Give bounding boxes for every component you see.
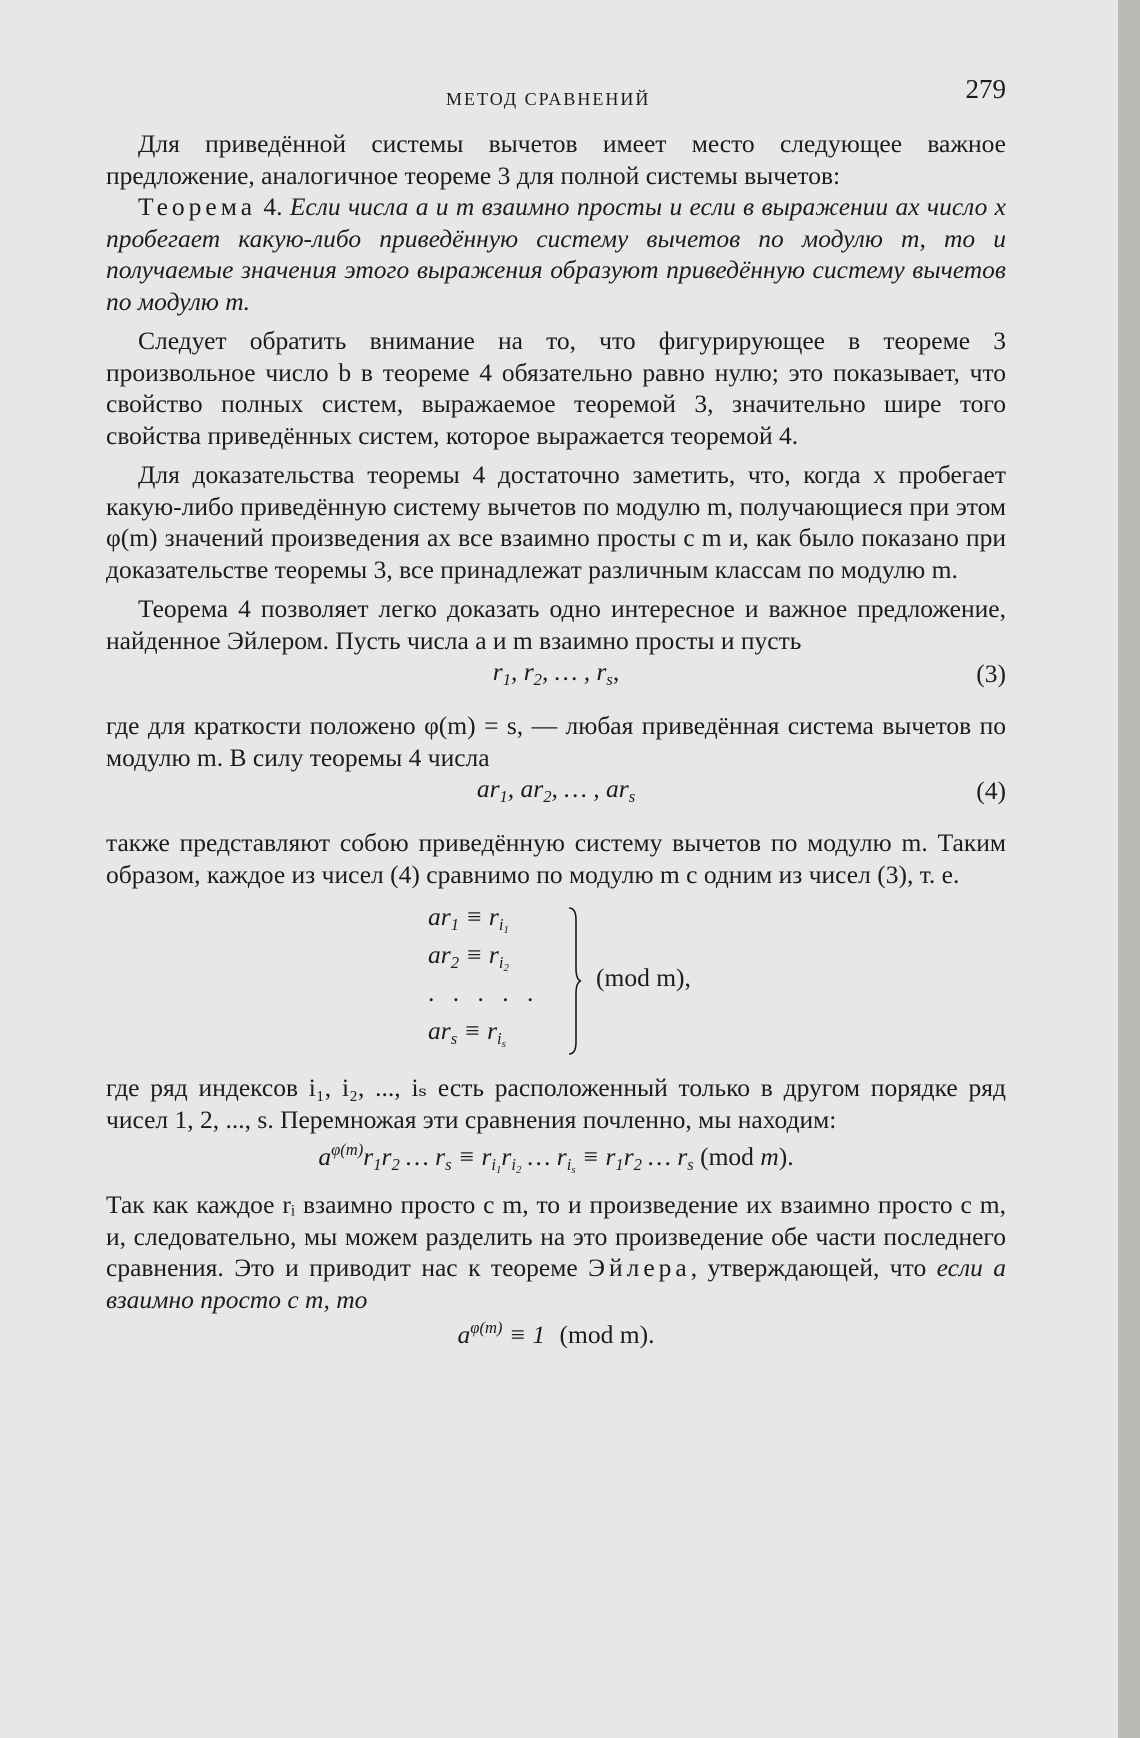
formula-4 <box>106 773 1006 817</box>
theorem-statement: Если числа a и m взаимно просты и если в выражении ax число x пробегает какую-либо приведённую систему вычетов по модулю m, то и получаемые значения этого выражения образуют приведённую систему вычетов по модулю m. <box>106 192 1006 316</box>
euler-statement: если a взаимно просто с m, то <box>106 1253 1007 1314</box>
formula-4-tag: (4) <box>976 776 1006 805</box>
product-congruence <box>106 1141 1006 1189</box>
conclusion-tail: , утверждающей, что <box>690 1253 927 1282</box>
congruence-row: . . . . . <box>428 978 540 1007</box>
running-title: МЕТОД СРАВНЕНИЙ <box>446 89 651 109</box>
formula-4-body: $ar_1$, $ar_2$, … , $ar_s$ <box>476 774 636 806</box>
formula-3 <box>106 656 1006 700</box>
euler-theorem-modulus: (mod m). <box>559 1320 655 1349</box>
euler-theorem-formula <box>106 1319 1006 1363</box>
paragraph-euler-intro: Теорема 4 позволяет легко доказать одно интересное и важное предложение, найденное Эйлером. Пусть числа a и m взаимно просты и пусть <box>106 594 1006 655</box>
euler-theorem-body: $a^{\varphi(m)} \equiv 1$ <box>457 1318 546 1349</box>
page-number: 279 <box>965 74 1006 104</box>
product-congruence-body: $a^{\varphi(m)}r_1r_2$ … $r_s \equiv r_{i_1}r_{i_2}$ … $r_{i_s} \equiv r_1r_2$ … $r_s$ (mod m). <box>318 1140 794 1177</box>
system-modulus: (mod m), <box>596 963 691 992</box>
paragraph-intro: Для приведённой системы вычетов имеет место следующее важное предложение, аналогичное теореме 3 для полной системы вычетов: <box>106 129 1006 190</box>
formula-3-tag: (3) <box>976 659 1006 688</box>
paragraph-indices: где ряд индексов i₁, i₂, ..., iₛ есть расположенный только в другом порядке ряд чисел 1, 2, ..., s. Перемножая эти сравнения почленно, мы находим: <box>106 1073 1006 1134</box>
page-edge <box>1118 0 1140 1738</box>
page-header <box>106 70 1006 120</box>
paragraph-congruent: также представляют собою приведённую систему вычетов по модулю m. Таким образом, каждое из чисел (4) сравнимо по модулю m с одним из чисел (3), т. е. <box>106 828 1006 889</box>
congruence-rows <box>428 898 548 1050</box>
theorem-label: Теорема <box>138 192 257 221</box>
congruence-row: $ar_1 \equiv r_{i_1}$ <box>428 902 509 937</box>
paragraph-proof: Для доказательства теоремы 4 достаточно заметить, что, когда x пробегает какую-либо приведённую систему вычетов по модулю m, получающиеся при этом φ(m) значений произведения ax все взаимно просты с m и, как было показано при доказательстве теоремы 3, все принадлежат различным классам по модулю m. <box>106 460 1006 584</box>
paragraph-remark: Следует обратить внимание на то, что фигурирующее в теореме 3 произвольное число b в теореме 4 обязательно равно нулю; это показывает, что свойство полных систем, выражаемое теоремой 3, значительно шире того свойства приведённых систем, которое выражается теоремой 4. <box>106 326 1006 450</box>
theorem-number: 4. <box>263 192 283 221</box>
paragraph-notation: где для краткости положено φ(m) = s, — любая приведённая система вычетов по модулю m. В силу теоремы 4 числа <box>106 711 1006 772</box>
paragraph-conclusion <box>106 1189 1006 1315</box>
congruence-row: $ar_2 \equiv r_{i_2}$ <box>428 940 509 975</box>
euler-name: Эйлера <box>588 1253 691 1282</box>
theorem-4 <box>106 191 1006 317</box>
congruence-row: $ar_s \equiv r_{i_s}$ <box>428 1016 506 1051</box>
congruence-system <box>106 898 1006 1068</box>
right-brace <box>568 906 582 1056</box>
conclusion-text: Так как каждое rᵢ взаимно просто с m, то и произведение их взаимно просто с m, и, следовательно, мы можем разделить на это произведение обе части последнего сравнения. Это и приводит нас к теореме <box>106 1190 1006 1282</box>
formula-3-body: $r_1$, $r_2$, … , $r_s$, <box>492 657 620 689</box>
page-body <box>106 70 1006 1363</box>
